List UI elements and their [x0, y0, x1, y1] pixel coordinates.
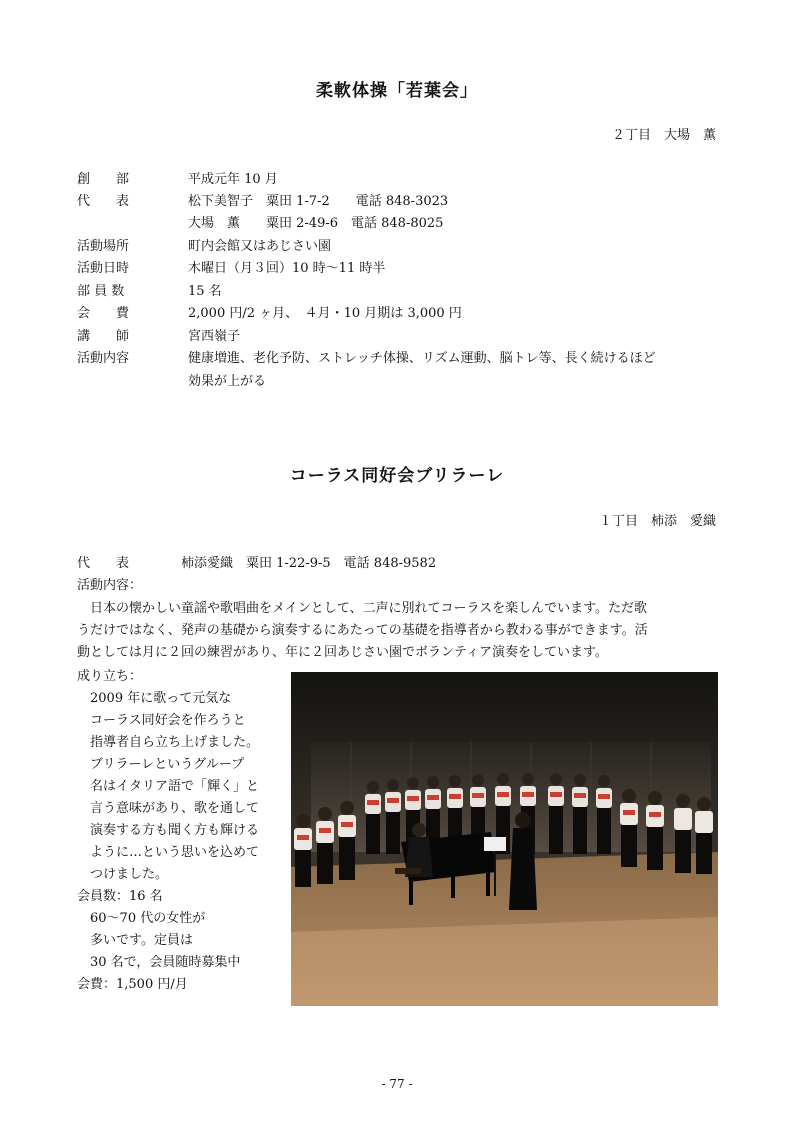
- origin-line: 2009 年に歌って元気な: [90, 691, 232, 706]
- info-value: 松下美智子 粟田 1-7-2 電話 848-3023: [188, 194, 449, 209]
- info-label: 活動内容: [77, 351, 130, 366]
- content-line: 日本の懐かしい童謡や歌唱曲をメインとして、二声に別れてコーラスを楽しんでいます。ただ歌: [77, 601, 648, 616]
- origin-line: ブリラーレというグループ: [90, 757, 245, 772]
- content-paragraph: [77, 598, 719, 664]
- info-value: 宮西嶺子: [188, 329, 241, 344]
- origin-line: 言う意味があり、歌を通して: [90, 801, 260, 816]
- content-line: うだけではなく、発声の基礎から演奏するにあたっての基礎を指導者から教わる事ができます。活: [77, 623, 648, 638]
- page-number: - 77 -: [381, 1077, 413, 1091]
- content-line: 動としては月に２回の練習があり、年に２回あじさい園でボランティア演奏をしています。: [77, 645, 608, 660]
- representative-line: 代 表 柿添愛織 粟田 1-22-9-5 電話 848-9582: [77, 556, 437, 571]
- info-label: 創 部: [77, 172, 130, 187]
- fee-line: 会費：1,500 円/月: [77, 977, 188, 992]
- info-label: 代 表: [77, 194, 130, 209]
- info-value: 効果が上がる: [188, 374, 267, 389]
- members-line: 60～70 代の女性が: [90, 911, 206, 926]
- info-value: 木曜日（月３回）10 時～11 時半: [188, 261, 386, 276]
- section1-author: ２丁目 大場 薫: [611, 128, 716, 143]
- section2-author: １丁目 柿添 愛織: [598, 514, 716, 529]
- info-value: 健康増進、老化予防、ストレッチ体操、リズム運動、脳トレ等、長く続けるほど: [188, 351, 656, 366]
- origin-line: 演奏する方も聞く方も輝ける: [90, 823, 260, 838]
- info-value: 2,000 円/2 ヶ月、 ４月・10 月期は 3,000 円: [188, 306, 462, 321]
- info-label: 活動場所: [77, 239, 130, 254]
- info-value: 平成元年 10 月: [188, 172, 278, 187]
- info-value: 町内会館又はあじさい園: [188, 239, 332, 254]
- members-line: 30 名で，会員随時募集中: [90, 955, 241, 970]
- choir-photo: [291, 672, 718, 1006]
- origin-label: 成り立ち：: [77, 669, 143, 684]
- origin-section: [77, 666, 289, 996]
- origin-line: ように…という思いを込めて: [90, 845, 260, 860]
- info-value: 大場 薫 粟田 2-49-6 電話 848-8025: [188, 216, 444, 231]
- members-line: 多いです。定員は: [90, 933, 193, 948]
- info-label: 会 費: [77, 306, 130, 321]
- content-label: 活動内容：: [77, 578, 143, 593]
- info-label: 講 師: [77, 329, 130, 344]
- origin-line: 指導者自ら立ち上げました。: [90, 735, 260, 750]
- info-label: 部 員 数: [77, 284, 125, 299]
- members-label: 会員数：16 名: [77, 889, 163, 904]
- origin-line: 名はイタリア語で「輝く」と: [90, 779, 260, 794]
- info-value: 15 名: [188, 284, 222, 299]
- origin-line: つけました。: [90, 867, 169, 882]
- section1-title: 柔軟体操「若葉会」: [316, 81, 478, 101]
- origin-line: コーラス同好会を作ろうと: [90, 713, 246, 728]
- section2-title: コーラス同好会ブリラーレ: [289, 466, 505, 486]
- info-label: 活動日時: [77, 261, 130, 276]
